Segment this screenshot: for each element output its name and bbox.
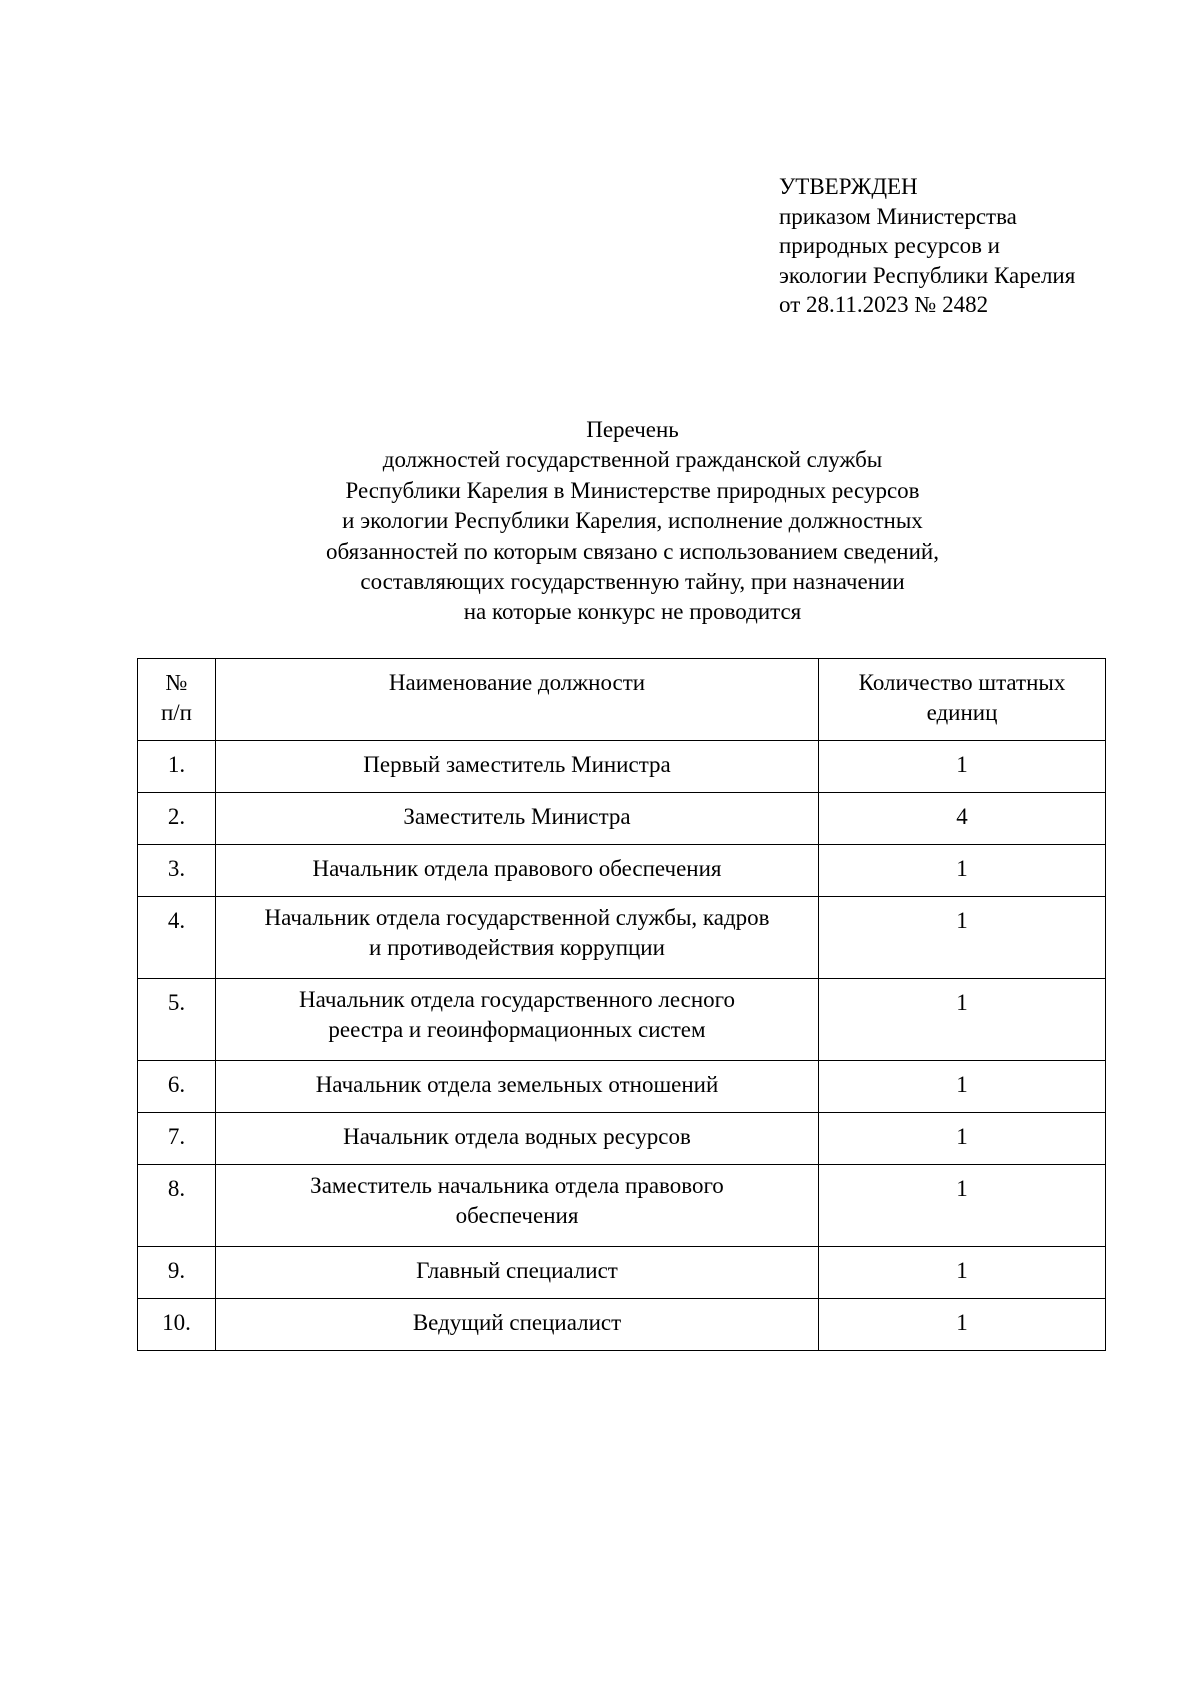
row-staff-count: 1	[819, 1061, 1106, 1113]
row-number: 8.	[138, 1165, 216, 1247]
row-number: 6.	[138, 1061, 216, 1113]
row-position-name	[216, 897, 819, 979]
row-staff-count: 1	[819, 1247, 1106, 1299]
row-position-name	[216, 1299, 819, 1351]
position-name-line: Начальник отдела водных ресурсов	[343, 1124, 691, 1149]
table-row	[138, 1299, 1106, 1351]
table-row	[138, 741, 1106, 793]
title-line: должностей государственной гражданской службы	[382, 447, 883, 473]
position-name-line: Начальник отдела земельных отношений	[315, 1072, 719, 1097]
title-heading: Перечень	[586, 417, 679, 442]
approval-order-date: от 28.11.2023 № 2482	[779, 292, 989, 317]
row-number: 10.	[138, 1299, 216, 1351]
header-staff-count-line: Количество штатных	[858, 670, 1066, 695]
header-position-name	[216, 659, 819, 741]
row-staff-count: 1	[819, 845, 1106, 897]
position-name-line: реестра и геоинформационных систем	[328, 1017, 706, 1042]
title-line: Республики Карелия в Министерстве природных ресурсов	[345, 477, 920, 503]
title-line: и экологии Республики Карелия, исполнение должностных	[342, 508, 923, 534]
row-number: 5.	[138, 979, 216, 1061]
row-number: 1.	[138, 741, 216, 793]
position-name-line: Заместитель Министра	[403, 804, 631, 829]
position-name-line: Ведущий специалист	[412, 1310, 622, 1335]
row-position-name	[216, 793, 819, 845]
position-name-line: Начальник отдела государственного лесного	[298, 987, 736, 1012]
position-name-line: Первый заместитель Министра	[363, 752, 671, 777]
header-staff-count	[819, 659, 1106, 741]
row-number: 2.	[138, 793, 216, 845]
row-position-name	[216, 845, 819, 897]
title-line: на которые конкурс не проводится	[463, 599, 802, 625]
table-row	[138, 897, 1106, 979]
position-name-line: и противодействия коррупции	[369, 935, 665, 960]
approval-block	[779, 172, 1075, 320]
position-name-line: обеспечения	[455, 1203, 579, 1228]
row-staff-count: 1	[819, 1165, 1106, 1247]
table-header-row	[138, 659, 1106, 741]
row-staff-count: 1	[819, 897, 1106, 979]
row-position-name	[216, 1247, 819, 1299]
row-staff-count: 4	[819, 793, 1106, 845]
row-number: 7.	[138, 1113, 216, 1165]
row-position-name	[216, 741, 819, 793]
row-staff-count: 1	[819, 1113, 1106, 1165]
position-name-line: Заместитель начальника отдела правового	[310, 1173, 724, 1198]
header-position-name-line: Наименование должности	[388, 670, 646, 695]
position-name-line: Начальник отдела государственной службы, кадров	[264, 905, 770, 930]
row-number: 9.	[138, 1247, 216, 1299]
header-number-line: №	[165, 670, 188, 695]
table-row	[138, 979, 1106, 1061]
table-row	[138, 793, 1106, 845]
position-name-line: Главный специалист	[416, 1258, 618, 1283]
approval-line: экологии Республики Карелия	[779, 262, 1076, 288]
row-number: 4.	[138, 897, 216, 979]
row-staff-count: 1	[819, 741, 1106, 793]
approval-line: природных ресурсов и	[779, 233, 1000, 258]
row-number: 3.	[138, 845, 216, 897]
table-row	[138, 1247, 1106, 1299]
row-position-name	[216, 1113, 819, 1165]
title-line: составляющих государственную тайну, при назначении	[360, 569, 905, 595]
document-title	[200, 415, 1065, 628]
header-number-line: п/п	[160, 700, 192, 725]
table-row	[138, 1113, 1106, 1165]
header-number	[138, 659, 216, 741]
row-staff-count: 1	[819, 1299, 1106, 1351]
row-position-name	[216, 979, 819, 1061]
row-staff-count: 1	[819, 979, 1106, 1061]
approval-status: УТВЕРЖДЕН	[779, 174, 918, 199]
title-line: обязанностей по которым связано с использованием сведений,	[326, 538, 939, 564]
row-position-name	[216, 1061, 819, 1113]
table-row	[138, 1165, 1106, 1247]
positions-table	[137, 658, 1106, 1351]
approval-line: приказом Министерства	[779, 203, 1017, 229]
header-staff-count-line: единиц	[926, 700, 998, 725]
table-row	[138, 1061, 1106, 1113]
table-row	[138, 845, 1106, 897]
position-name-line: Начальник отдела правового обеспечения	[312, 856, 722, 881]
row-position-name	[216, 1165, 819, 1247]
